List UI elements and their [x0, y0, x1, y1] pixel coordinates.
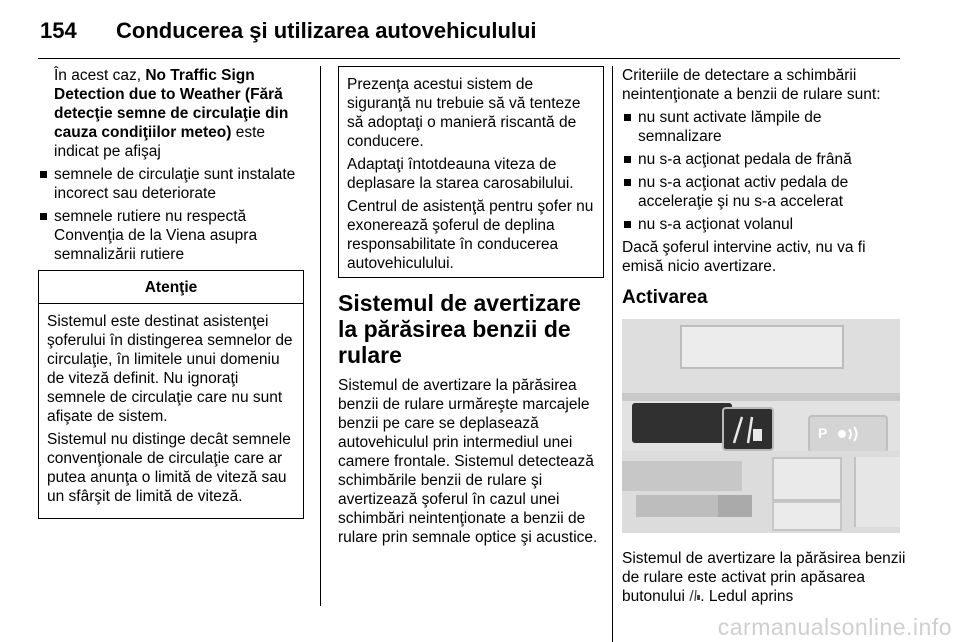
list-item: nu s-a acţionat pedala de frână: [622, 150, 908, 169]
warning-box: [38, 270, 304, 519]
list-item: nu s-a acţionat volanul: [622, 215, 908, 234]
note-paragraph: Dacă şoferul intervine activ, nu va fi emisă nicio avertizare.: [622, 239, 866, 275]
column-divider-1: [320, 66, 321, 606]
parking-sensor-icon: [834, 424, 864, 444]
criteria-intro: Criteriile de detectare a schimbării neintenţionate a benzii de rulare sunt:: [622, 67, 881, 103]
page-title: Conducerea şi utilizarea autovehiculului: [116, 18, 537, 43]
list-item: semnele rutiere nu respectă Convenţia de la Viena asupra semnalizării rutiere: [38, 207, 304, 264]
lane-departure-icon: [689, 589, 700, 602]
caption-paragraph: Sistemul de avertizare la părăsirea benzii de rulare este activat prin apăsarea butonului . Ledul aprins: [622, 550, 906, 605]
console-photo: [622, 319, 900, 533]
list-item: nu s-a acţionat activ pedala de acceleraţie şi nu s-a accelerat: [622, 173, 908, 211]
lane-departure-button: [722, 407, 774, 451]
section-paragraph: Sistemul de avertizare la părăsirea benzii de rulare urmăreşte marcajele benzii pe care se deplasează autovehiculul prin intermediul unei camere frontale. Sistemul detectează schimbările benzii de rulare şi avertizează şoferul în cazul unei schimbări neintenţionate a benzii de rulare prin semnale optice şi acustice.: [338, 377, 598, 546]
watermark: carmanualsonline.info: [717, 614, 952, 640]
warning-title: Atenţie: [39, 271, 303, 304]
subheading: Activarea: [622, 287, 708, 308]
warning-paragraph: Sistemul nu distinge decât semnele convenţionale de circulaţie care ar putea anunţa o limită de viteză sau un sfârşit de limită de viteză.: [47, 431, 291, 505]
list-item: nu sunt activate lămpile de semnalizare: [622, 108, 908, 146]
page-number: 154: [40, 18, 77, 43]
list-item: semnele de circulaţie sunt instalate incorect sau deteriorate: [38, 165, 304, 203]
lane-departure-icon: [724, 409, 772, 449]
column-divider-2: [612, 66, 613, 642]
notice-box: [338, 66, 604, 278]
column-3: [622, 66, 908, 610]
notice-paragraph: Prezenţa acestui sistem de siguranţă nu trebuie să vă tenteze să adoptaţi o manieră riscantă de conducere.: [347, 76, 581, 150]
section-title: Sistemul de avertizare la părăsirea benzii de rulare: [338, 290, 581, 368]
column-1: [38, 66, 304, 519]
intro-paragraph: În acest caz, No Traffic Sign Detection due to Weather (Fără detecţie semne de circulaţie din cauza condiţiilor meteo) este indicat pe afişaj: [54, 67, 289, 160]
column-2: [338, 66, 604, 551]
warning-paragraph: Sistemul este destinat asistenţei şoferului în distingerea semnelor de circulaţie, în limitele unui domeniu de viteză definit. Nu ignoraţi semnele de circulaţie care nu sunt afişate de sistem.: [47, 313, 293, 425]
notice-paragraph: Adaptaţi întotdeauna viteza de deplasare la starea carosabilului.: [347, 156, 574, 192]
parking-assist-button: P: [808, 415, 888, 453]
page-header: [38, 8, 900, 59]
notice-paragraph: Centrul de asistenţă pentru şofer nu exonerează şoferul de deplina responsabilitate în conducerea autovehiculului.: [347, 198, 594, 272]
